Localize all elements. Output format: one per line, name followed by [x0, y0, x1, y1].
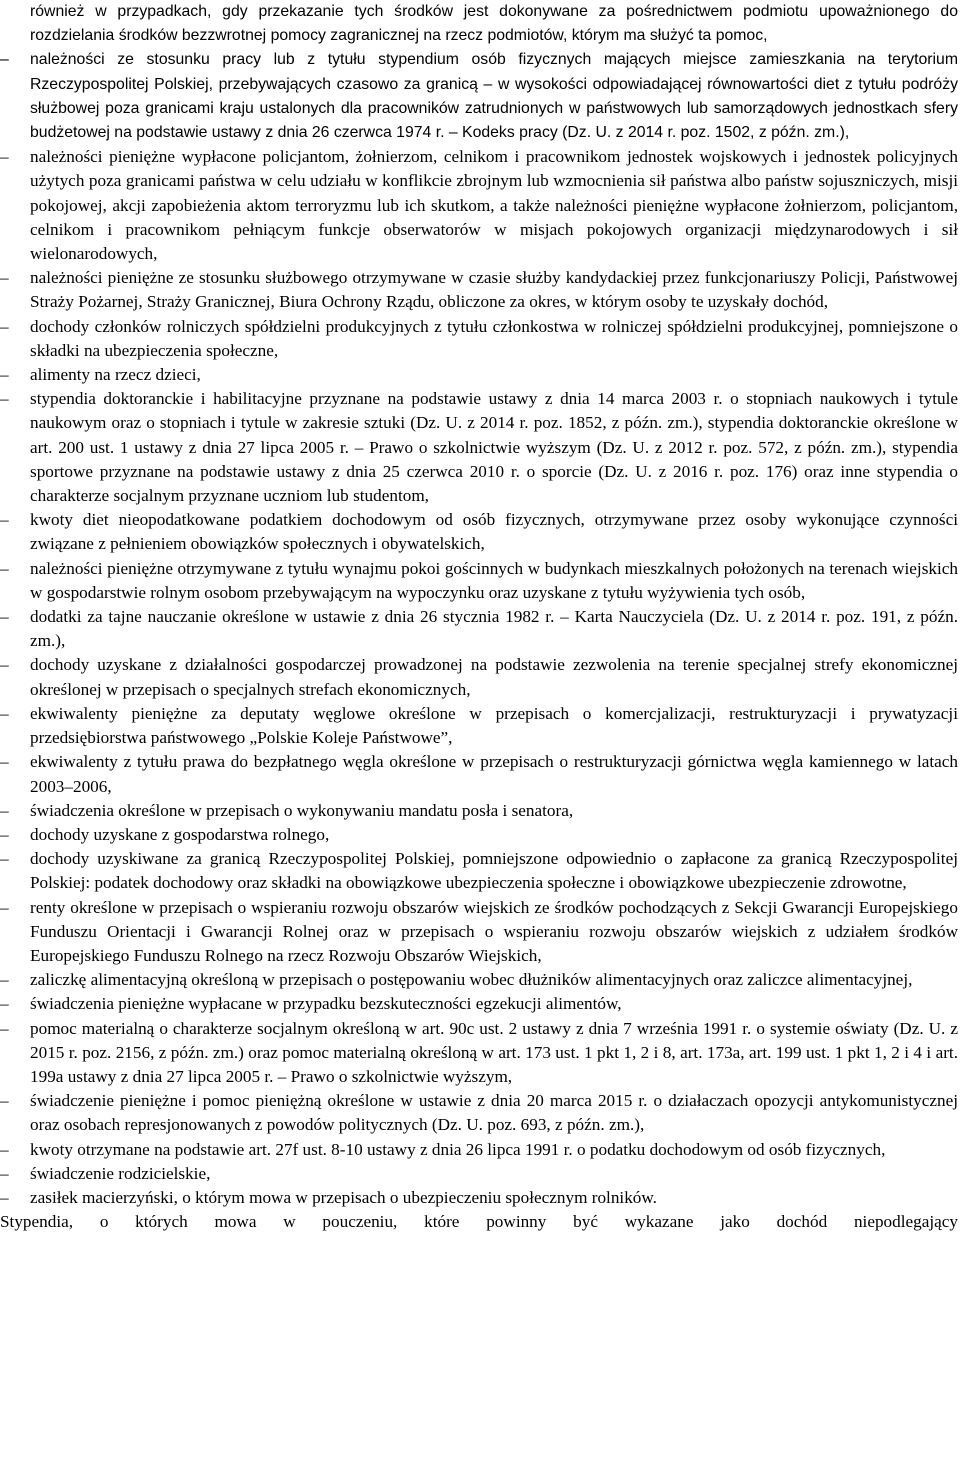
list-item: [0, 799, 958, 823]
list-item: [0, 1138, 958, 1162]
dash-bullet: –: [0, 655, 9, 675]
list-item: [0, 653, 958, 701]
list-item-text: dochody uzyskiwane za granicą Rzeczypospolitej Polskiej, pomniejszone odpowiednio o zapłacone za granicą Rzeczypospolitej Polskiej: podatek dochodowy oraz składki na obowiązkowe ubezpieczenia społeczne i obowiązkowe ubezpieczenie zdrowotne,: [30, 849, 958, 893]
list-item: [0, 750, 958, 798]
list-item-text: alimenty na rzecz dzieci,: [30, 365, 201, 385]
list-item-text: kwoty otrzymane na podstawie art. 27f ust. 8-10 ustawy z dnia 26 lipca 1991 r. o podatku dochodowym od osób fizycznych,: [30, 1139, 886, 1159]
list-item-text: należności pieniężne wypłacone policjantom, żołnierzom, celnikom i pracownikom jednostek wojskowych i jednostek policyjnych użytych poza granicami państwa w celu udziału w konflikcie zbrojnym lub wzmocnienia sił państwa albo państw sojuszniczych, misji pokojowej, akcji zapobieżenia aktom terroryzmu lub ich skutkom, a także należności pieniężne wypłacone żołnierzom, policjantom, celnikom i pracownikom pełniącym funkcje obserwatorów w misjach pokojowych organizacji międzynarodowych i sił wielonarodowych,: [30, 147, 958, 264]
dash-bullet: –: [0, 897, 9, 917]
list-item-text: ekwiwalenty z tytułu prawa do bezpłatnego węgla określone w przepisach o restrukturyzacji górnictwa węgla kamiennego w latach 2003–2006,: [30, 752, 958, 796]
list-item-text: dochody członków rolniczych spółdzielni produkcyjnych z tytułu członkostwa w rolniczej spółdzielni produkcyjnej, pomniejszone o składki na ubezpieczenia społeczne,: [30, 316, 958, 360]
list-item: [0, 992, 958, 1016]
dash-bullet: –: [0, 824, 9, 844]
list-item-text: ekwiwalenty pieniężne za deputaty węglowe określone w przepisach o komercjalizacji, restrukturyzacji i prywatyzacji przedsiębiorstwa państwowego „Polskie Koleje Państwowe”,: [30, 703, 958, 748]
income-list: [0, 48, 958, 1210]
list-item: [0, 968, 958, 992]
list-item: [0, 605, 958, 653]
list-item: [0, 508, 958, 556]
list-item-text: należności pieniężne otrzymywane z tytułu wynajmu pokoi gościnnych w budynkach mieszkalnych położonych na terenach wiejskich w gospodarstwie rolnym osobom przebywającym na wypoczynku oraz uzyskane z tytułu wyżywienia tych osób,: [30, 558, 958, 602]
dash-bullet: –: [0, 268, 9, 288]
list-item: [0, 702, 958, 750]
dash-bullet: –: [0, 51, 9, 69]
list-item: [0, 1162, 958, 1186]
list-item: [0, 896, 958, 969]
list-item: [0, 145, 958, 266]
list-item: [0, 363, 958, 387]
list-item-text: renty określone w przepisach o wspieraniu rozwoju obszarów wiejskich ze środków pochodzących z Sekcji Gwarancji Europejskiego Funduszu Orientacji i Gwarancji Rolnej oraz w przepisach o wspieraniu rozwoju obszarów wiejskich z udziałem środków Europejskiego Funduszu Rolnego na rzecz Rozwoju Obszarów Wiejskich,: [30, 897, 958, 965]
dash-bullet: –: [0, 1018, 9, 1038]
lead-paragraph: również w przypadkach, gdy przekazanie tych środków jest dokonywane za pośrednictwem podmiotu upoważnionego do rozdzielania środków bezzwrotnej pomocy zagranicznej na rzecz podmiotów, którym ma służyć ta pomoc,: [30, 3, 958, 45]
dash-bullet: –: [0, 389, 9, 409]
dash-bullet: –: [0, 703, 9, 723]
list-item-text: należności pieniężne ze stosunku służbowego otrzymywane w czasie służby kandydackiej przez funkcjonariuszy Policji, Państwowej Straży Pożarnej, Straży Granicznej, Biura Ochrony Rządu, obliczone za okres, w którym osoby te uzyskały dochód,: [30, 268, 958, 312]
list-item: [0, 266, 958, 314]
list-item: [0, 1017, 958, 1090]
list-item: [0, 1186, 958, 1210]
list-item-text: zasiłek macierzyński, o którym mowa w przepisach o ubezpieczeniu społecznym rolników.: [30, 1187, 657, 1207]
dash-bullet: –: [0, 1187, 9, 1207]
list-item: [0, 557, 958, 605]
dash-bullet: –: [0, 849, 9, 869]
dash-bullet: –: [0, 558, 9, 578]
dash-bullet: –: [0, 800, 9, 820]
list-item: [0, 823, 958, 847]
list-item: [0, 847, 958, 895]
dash-bullet: –: [0, 316, 9, 336]
list-item: [0, 48, 958, 145]
list-item-text: zaliczkę alimentacyjną określoną w przepisach o postępowaniu wobec dłużników alimentacyjnych oraz zaliczce alimentacyjnej,: [30, 970, 913, 990]
list-item-text: należności ze stosunku pracy lub z tytułu stypendium osób fizycznych mających miejsce zamieszkania na terytorium Rzeczypospolitej Polskiej, przebywających czasowo za granicą – w wysokości odpowiadającej równowartości diet z tytułu podróży służbowej poza granicami kraju ustalonych dla pracowników zatrudnionych w państwowych lub samorządowych jednostkach sfery budżetowej na podstawie ustawy z dnia 26 czerwca 1974 r. – Kodeks pracy (Dz. U. z 2014 r. poz. 1502, z późn. zm.),: [30, 51, 958, 142]
list-item-text: dodatki za tajne nauczanie określone w ustawie z dnia 26 stycznia 1982 r. – Karta Nauczyciela (Dz. U. z 2014 r. poz. 191, z późn. zm.),: [30, 607, 958, 651]
dash-bullet: –: [0, 1163, 9, 1183]
list-item-text: kwoty diet nieopodatkowane podatkiem dochodowym od osób fizycznych, otrzymywane przez osoby wykonujące czynności związane z pełnieniem obowiązków społecznych i obywatelskich,: [30, 510, 958, 554]
dash-bullet: –: [0, 365, 9, 385]
dash-bullet: –: [0, 147, 9, 167]
list-item: [0, 1089, 958, 1137]
list-item-text: pomoc materialną o charakterze socjalnym określoną w art. 90c ust. 2 ustawy z dnia 7 września 1991 r. o systemie oświaty (Dz. U. z 2015 r. poz. 2156, z późn. zm.) oraz pomoc materialną określoną w art. 173 ust. 1 pkt 1, 2 i 8, art. 173a, art. 199 ust. 1 pkt 1, 2 i 4 i art. 199a ustawy z dnia 27 lipca 2005 r. – Prawo o szkolnictwie wyższym,: [30, 1018, 958, 1086]
list-item: [0, 387, 958, 508]
list-item: [0, 315, 958, 363]
list-item-text: świadczenia pieniężne wypłacane w przypadku bezskuteczności egzekucji alimentów,: [30, 994, 622, 1014]
dash-bullet: –: [0, 994, 9, 1014]
list-item-text: świadczenie pieniężne i pomoc pieniężną określone w ustawie z dnia 20 marca 2015 r. o działaczach opozycji antykomunistycznej oraz osobach represjonowanych z powodów politycznych (Dz. U. poz. 693, z późn. zm.),: [30, 1091, 958, 1135]
dash-bullet: –: [0, 1139, 9, 1159]
list-item-text: świadczenia określone w przepisach o wykonywaniu mandatu posła i senatora,: [30, 800, 574, 820]
list-item-text: dochody uzyskane z gospodarstwa rolnego,: [30, 824, 330, 844]
list-item-text: stypendia doktoranckie i habilitacyjne przyznane na podstawie ustawy z dnia 14 marca 2003 r. o stopniach naukowych i tytule naukowym oraz o stopniach i tytule w zakresie sztuki (Dz. U. z 2014 r. poz. 1852, z późn. zm.), stypendia doktoranckie określone w art. 200 ust. 1 ustawy z dnia 27 lipca 2005 r. – Prawo o szkolnictwie wyższym (Dz. U. z 2012 r. poz. 572, z późn. zm.), stypendia sportowe przyznane na podstawie ustawy z dnia 25 czerwca 2010 r. o sporcie (Dz. U. z 2016 r. poz. 176) oraz inne stypendia o charakterze socjalnym przyznane uczniom lub studentom,: [30, 389, 958, 506]
list-item-text: dochody uzyskane z działalności gospodarczej prowadzonej na podstawie zezwolenia na terenie specjalnej strefy ekonomicznej określonej w przepisach o specjalnych strefach ekonomicznych,: [30, 655, 958, 699]
list-item-text: świadczenie rodzicielskie,: [30, 1163, 211, 1183]
dash-bullet: –: [0, 607, 9, 627]
dash-bullet: –: [0, 970, 9, 990]
dash-bullet: –: [0, 1091, 9, 1111]
dash-bullet: –: [0, 752, 9, 772]
closing-paragraph: Stypendia, o których mowa w pouczeniu, które powinny być wykazane jako dochód niepodlegający: [0, 1212, 958, 1232]
dash-bullet: –: [0, 510, 9, 530]
